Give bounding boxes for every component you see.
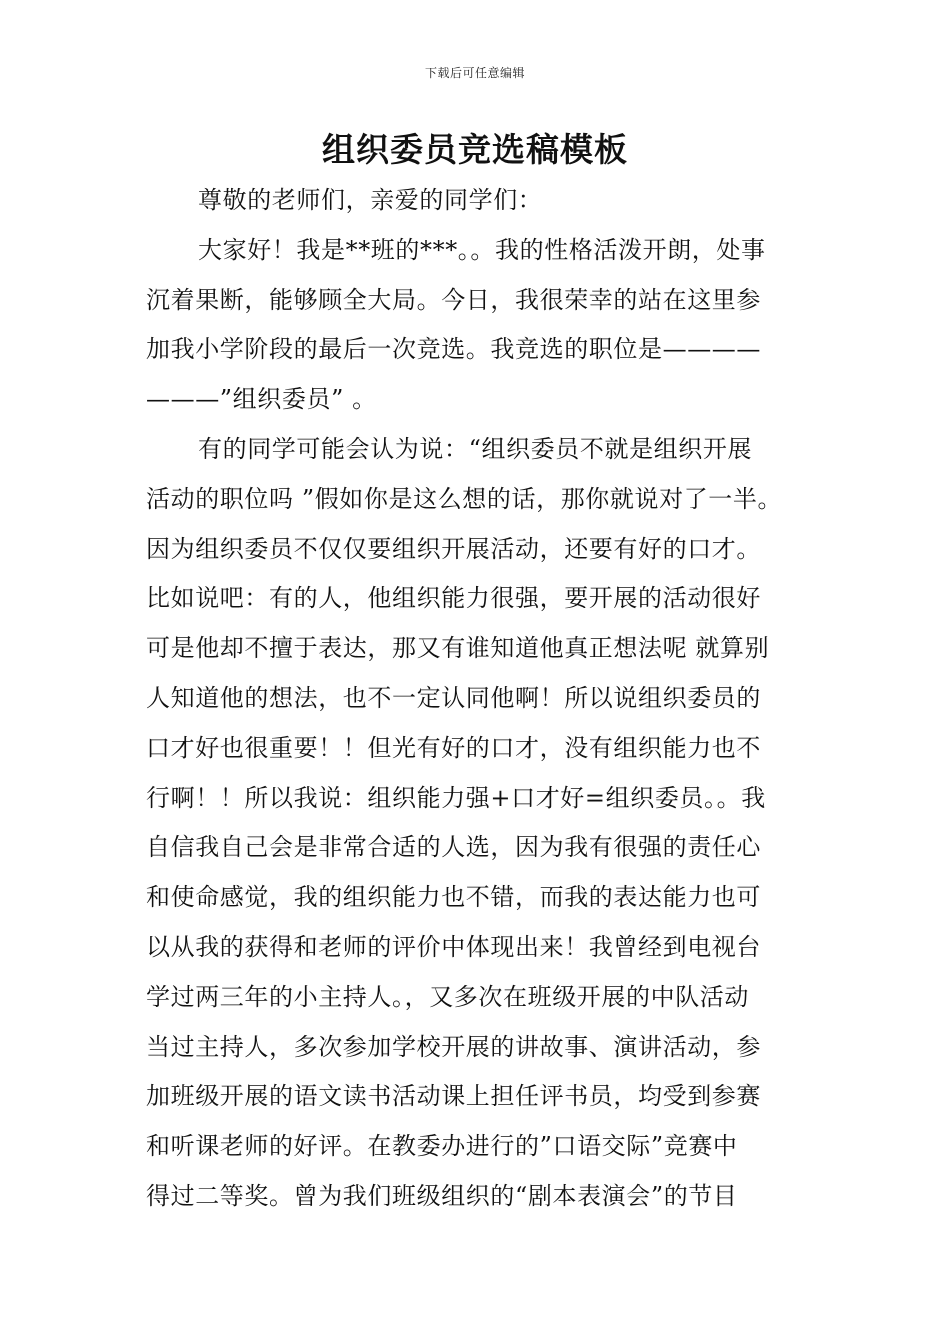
paragraph-line: 活动的职位吗 ”假如你是这么想的话，那你就说对了一半。 [146,484,783,513]
paragraph-line: 加我小学阶段的最后一次竞选。我竞选的职位是———— [146,335,761,364]
paragraph-line: 可是他却不擅于表达，那又有谁知道他真正想法呢 就算别 [146,634,770,663]
document-title: 组织委员竞选稿模板 [322,130,628,169]
paragraph-line: 自信我自己会是非常合适的人选，因为我有很强的责任心 [146,833,761,862]
paragraph-line: 因为组织委员不仅仅要组织开展活动，还要有好的口才。 [146,534,761,563]
paragraph-line: 人知道他的想法，也不一定认同他啊！所以说组织委员的 [146,683,761,712]
paragraph-line: 沉着果断，能够顾全大局。今日，我很荣幸的站在这里参 [146,285,761,314]
paragraph-line: 和听课老师的好评。在教委办进行的”口语交际”竞赛中 [146,1132,738,1161]
paragraph-2 [146,425,826,1222]
header-note: 下载后可任意编辑 [424,66,525,80]
paragraph-line: 学过两三年的小主持人。，又多次在班级开展的中队活动 [146,982,749,1011]
paragraph-line: 行啊！！所以我说：组织能力强+口才好=组织委员。。我 [146,783,766,812]
paragraph-line: 口才好也很重要！！但光有好的口才，没有组织能力也不 [146,733,761,762]
paragraph-line: 得过二等奖。曾为我们班级组织的“剧本表演会”的节目 [146,1181,738,1210]
paragraph-1 [146,226,826,425]
paragraph-line: 和使命感觉，我的组织能力也不错，而我的表达能力也可 [146,883,761,912]
paragraph-line: 比如说吧：有的人，他组织能力很强，要开展的活动很好 [146,584,761,613]
paragraph-line: 当过主持人，多次参加学校开展的讲故事、演讲活动，参 [146,1032,761,1061]
paragraph-line: 加班级开展的语文读书活动课上担任评书员，均受到参赛 [146,1082,761,1111]
paragraph-line: 大家好！我是**班的***。。我的性格活泼开朗，处事 [198,235,766,264]
salutation: 尊敬的老师们，亲爱的同学们： [198,186,543,214]
paragraph-line: 以从我的获得和老师的评价中体现出来！我曾经到电视台 [146,932,761,961]
paragraph-line: ———”组织委员” 。 [146,385,377,414]
document-body [146,176,826,1222]
paragraph-line: 有的同学可能会认为说：“组织委员不就是组织开展 [198,434,753,463]
